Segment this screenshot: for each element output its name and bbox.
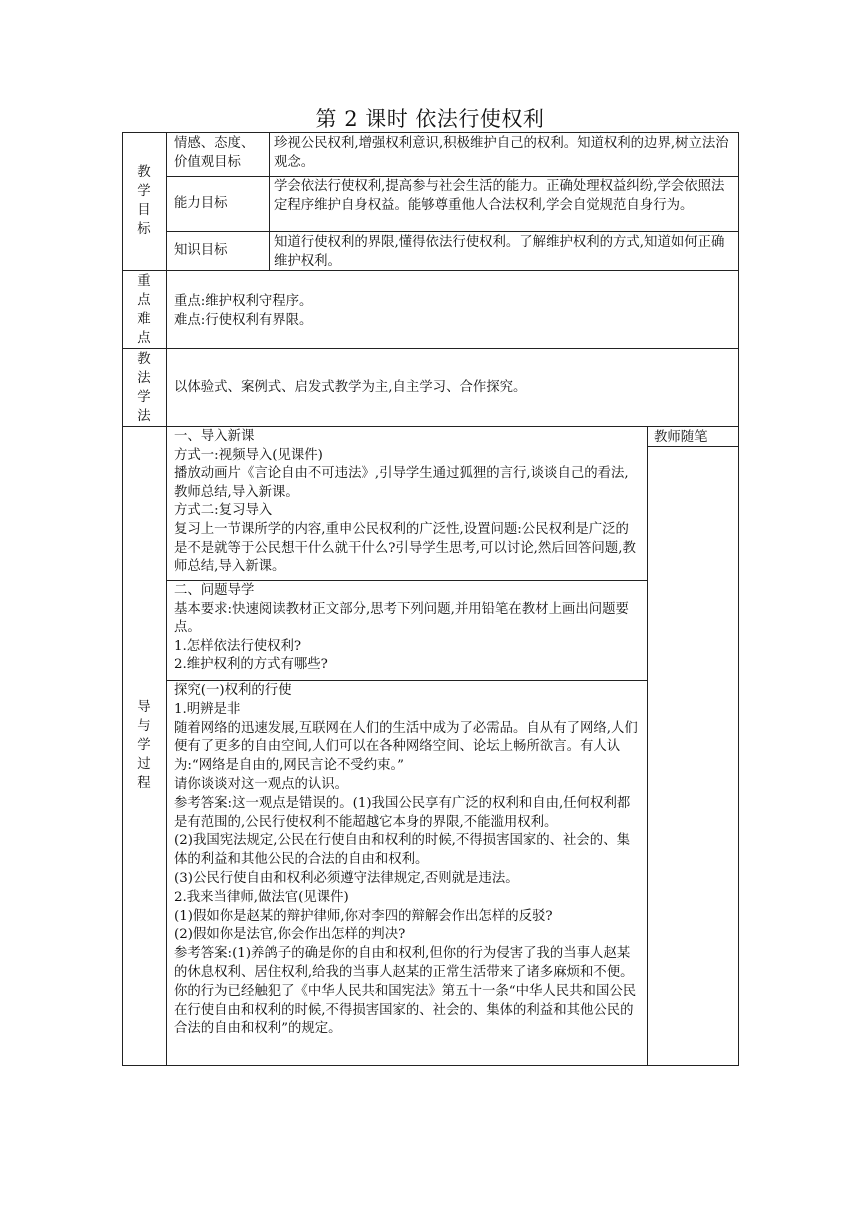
objective-text: 珍视公民权利,增强权利意识,积极维护自己的权利。知道权利的边界,树立法治观念。 bbox=[274, 136, 729, 170]
objectives-header: 教学目标 bbox=[137, 165, 151, 237]
paragraph: 二、问题导学 bbox=[174, 583, 255, 598]
paragraph: 2.我来当律师,做法官(见课件) bbox=[174, 889, 349, 905]
paragraph: 1.明辨是非 bbox=[174, 701, 241, 717]
paragraph: (2)假如你是法官,你会作出怎样的判决? bbox=[174, 927, 406, 943]
objective-label: 能力目标 bbox=[174, 196, 228, 211]
paragraph: 基本要求:快速阅读教材正文部分,思考下列问题,并用铅笔在教材上画出问题要点。 bbox=[174, 601, 629, 636]
paragraph: (3)公民行使自由和权利必须遵守法律规定,否则就是违法。 bbox=[174, 870, 519, 886]
paragraph: 播放动画片《言论自由不可违法》,引导学生通过狐狸的言行,谈谈自己的看法,教师总结,导入新课。 bbox=[174, 466, 629, 500]
paragraph: 探究(一)权利的行使 bbox=[174, 683, 292, 698]
paragraph: 复习上一节课所学的内容,重申公民权利的广泛性,设置问题:公民权利是广泛的是不是就等于公民想干什么就干什么?引导学生思考,可以讨论,然后回答问题,教师总结,导入新课。 bbox=[174, 521, 636, 575]
key-points-header: 重点难点 bbox=[137, 274, 151, 346]
paragraph: 请你谈谈对这一观点的认识。 bbox=[174, 776, 349, 792]
process-header: 导与学过程 bbox=[137, 700, 151, 791]
page-title: 第 2 课时 依法行使权利 bbox=[315, 107, 545, 131]
paragraph: 2.维护权利的方式有哪些? bbox=[174, 657, 328, 673]
methods-text: 以体验式、案例式、启发式教学为主,自主学习、合作探究。 bbox=[174, 380, 527, 395]
paragraph: 方式一:视频导入(见课件) bbox=[174, 447, 323, 463]
section-question-guide bbox=[174, 582, 640, 675]
notes-header: 教师随笔 bbox=[654, 430, 708, 445]
paragraph: (1)假如你是赵某的辩护律师,你对李四的辩解会作出怎样的反驳? bbox=[174, 908, 553, 924]
section-intro bbox=[174, 428, 640, 577]
paragraph: (2)我国宪法规定,公民在行使自由和权利的时候,不得损害国家的、社会的、集体的利益和其他公民的合法的自由和权利。 bbox=[174, 833, 630, 868]
objective-text: 学会依法行使权利,提高参与社会生活的能力。正确处理权益纠纷,学会依照法定程序维护自身权益。能够尊重他人合法权利,学会自觉规范自身行为。 bbox=[274, 179, 725, 213]
key-point: 重点:维护权利守程序。 bbox=[174, 294, 313, 309]
paragraph: 参考答案:(1)养鸽子的确是你的自由和权利,但你的行为侵害了我的当事人赵某的休息权利、居住权利,给我的当事人赵某的正常生活带来了诸多麻烦和不便。你的行为已经触犯了《中华人民共和国宪法》第五十一条“中华人民共和国公民在行使自由和权利的时候,不得损害国家的、社会的、集体的利益和其他公民的合法的自由和权利”的规定。 bbox=[174, 946, 637, 1037]
objective-label: 情感、态度、价值观目标 bbox=[174, 136, 255, 170]
paragraph: 随着网络的迅速发展,互联网在人们的生活中成为了必需品。自从有了网络,人们便有了更多的自由空间,人们可以在各种网络空间、论坛上畅所欲言。有人认为:“网络是自由的,网民言论不受约束。” bbox=[174, 720, 638, 774]
difficulty-point: 难点:行使权利有界限。 bbox=[174, 313, 313, 328]
objective-label: 知识目标 bbox=[174, 243, 228, 258]
paragraph: 方式二:复习导入 bbox=[174, 503, 273, 519]
methods-header: 教法学法 bbox=[137, 352, 151, 424]
paragraph: 一、导入新课 bbox=[174, 429, 255, 444]
paragraph: 1.怎样依法行使权利? bbox=[174, 638, 302, 654]
paragraph: 参考答案:这一观点是错误的。(1)我国公民享有广泛的权利和自由,任何权利都是有范围的,公民行使权利不能超越它本身的界限,不能滥用权利。 bbox=[174, 795, 631, 830]
objective-text: 知道行使权利的界限,懂得依法行使权利。了解维护权利的方式,知道如何正确维护权利。 bbox=[274, 235, 725, 269]
section-exploration bbox=[174, 682, 640, 1039]
